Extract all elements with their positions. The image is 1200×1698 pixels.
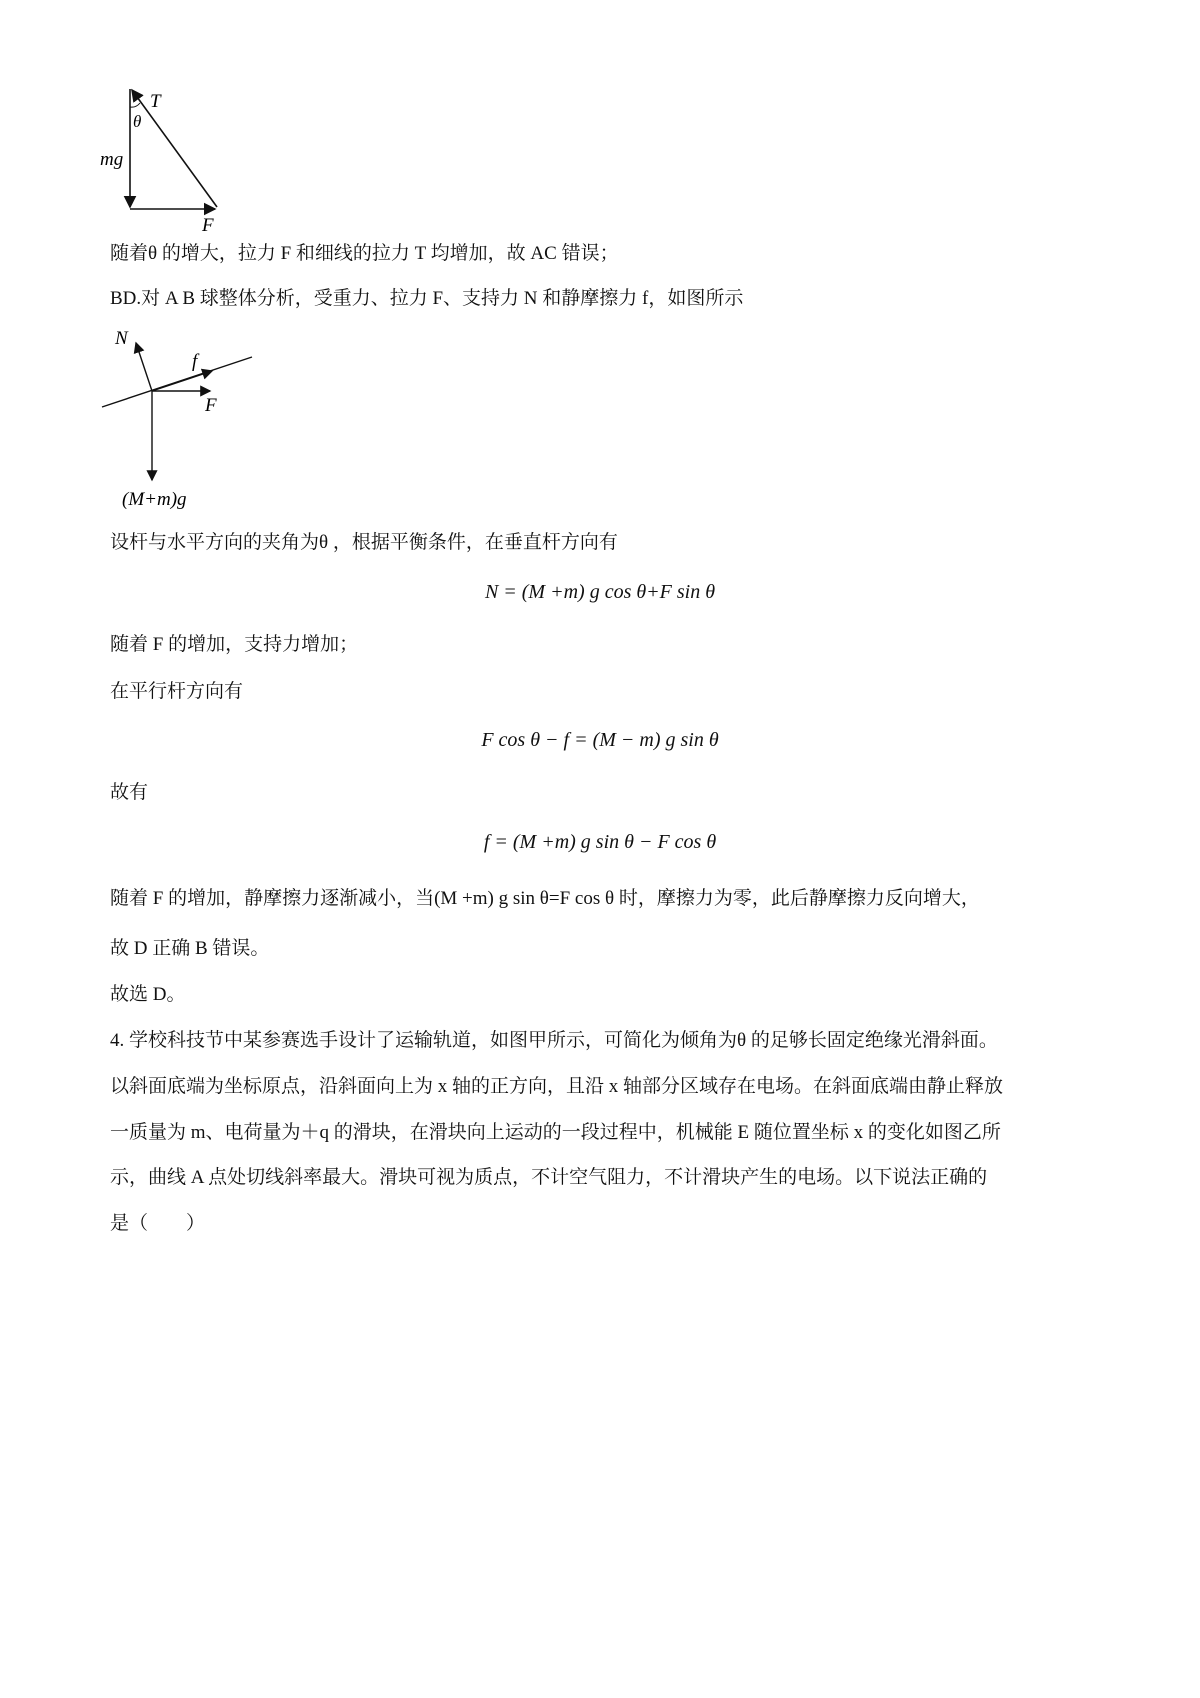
question-4-line-3: 一质量为 m、电荷量为＋q 的滑块，在滑块向上运动的一段过程中，机械能 E 随位置坐标 x 的变化如图乙所 <box>110 1122 1001 1143</box>
label-n: N <box>115 328 128 349</box>
n-vector <box>136 343 152 391</box>
equation-1: N = (M +m) g cos θ+F sin θ <box>484 581 716 603</box>
question-4-line-2: 以斜面底端为坐标原点，沿斜面向上为 x 轴的正方向，且沿 x 轴部分区域存在电场。在斜面底端由静止释放 <box>110 1076 1004 1097</box>
text-line-8: 故 D 正确 B 错误。 <box>110 938 270 959</box>
text-line-1: 随着θ 的增大，拉力 F 和细线的拉力 T 均增加，故 AC 错误； <box>110 243 619 264</box>
question-4-line-4: 示，曲线 A 点处切线斜率最大。滑块可视为质点，不计空气阻力，不计滑块产生的电场。以下说法正确的 <box>110 1167 988 1188</box>
label-friction: f <box>192 351 198 372</box>
free-body-diagram <box>100 325 270 515</box>
t-vector <box>132 90 217 207</box>
text-line-9: 故选 D。 <box>110 984 186 1005</box>
theta-arc <box>130 103 140 107</box>
text-line-5: 在平行杆方向有 <box>110 681 244 702</box>
question-4-line-5: 是（ ） <box>110 1213 206 1234</box>
label-f: F <box>202 215 214 236</box>
question-4-line-1: 4. 学校科技节中某参赛选手设计了运输轨道，如图甲所示，可简化为倾角为θ 的足够长固定绝缘光滑斜面。 <box>110 1030 998 1051</box>
text-line-3: 设杆与水平方向的夹角为θ ，根据平衡条件，在垂直杆方向有 <box>110 532 618 553</box>
friction-vector <box>152 371 212 391</box>
force-triangle-diagram <box>100 85 250 245</box>
text-line-7: 随着 F 的增加，静摩擦力逐渐减小，当(M +m) g sin θ=F cos θ 时，摩擦力为零，此后静摩擦力反向增大， <box>110 888 980 909</box>
text-line-2: BD.对 A B 球整体分析，受重力、拉力 F、支持力 N 和静摩擦力 f，如图所示 <box>110 288 744 309</box>
label-force-f: F <box>205 395 217 416</box>
label-t: T <box>150 91 161 112</box>
text-line-4: 随着 F 的增加，支持力增加； <box>110 634 359 655</box>
equation-3: f = (M +m) g sin θ − F cos θ <box>483 831 717 853</box>
equation-2: F cos θ − f = (M − m) g sin θ <box>481 729 719 751</box>
label-mg: mg <box>100 149 124 170</box>
text-line-6: 故有 <box>110 782 149 803</box>
label-weight: (M+m)g <box>122 489 187 510</box>
label-theta: θ <box>133 112 142 131</box>
